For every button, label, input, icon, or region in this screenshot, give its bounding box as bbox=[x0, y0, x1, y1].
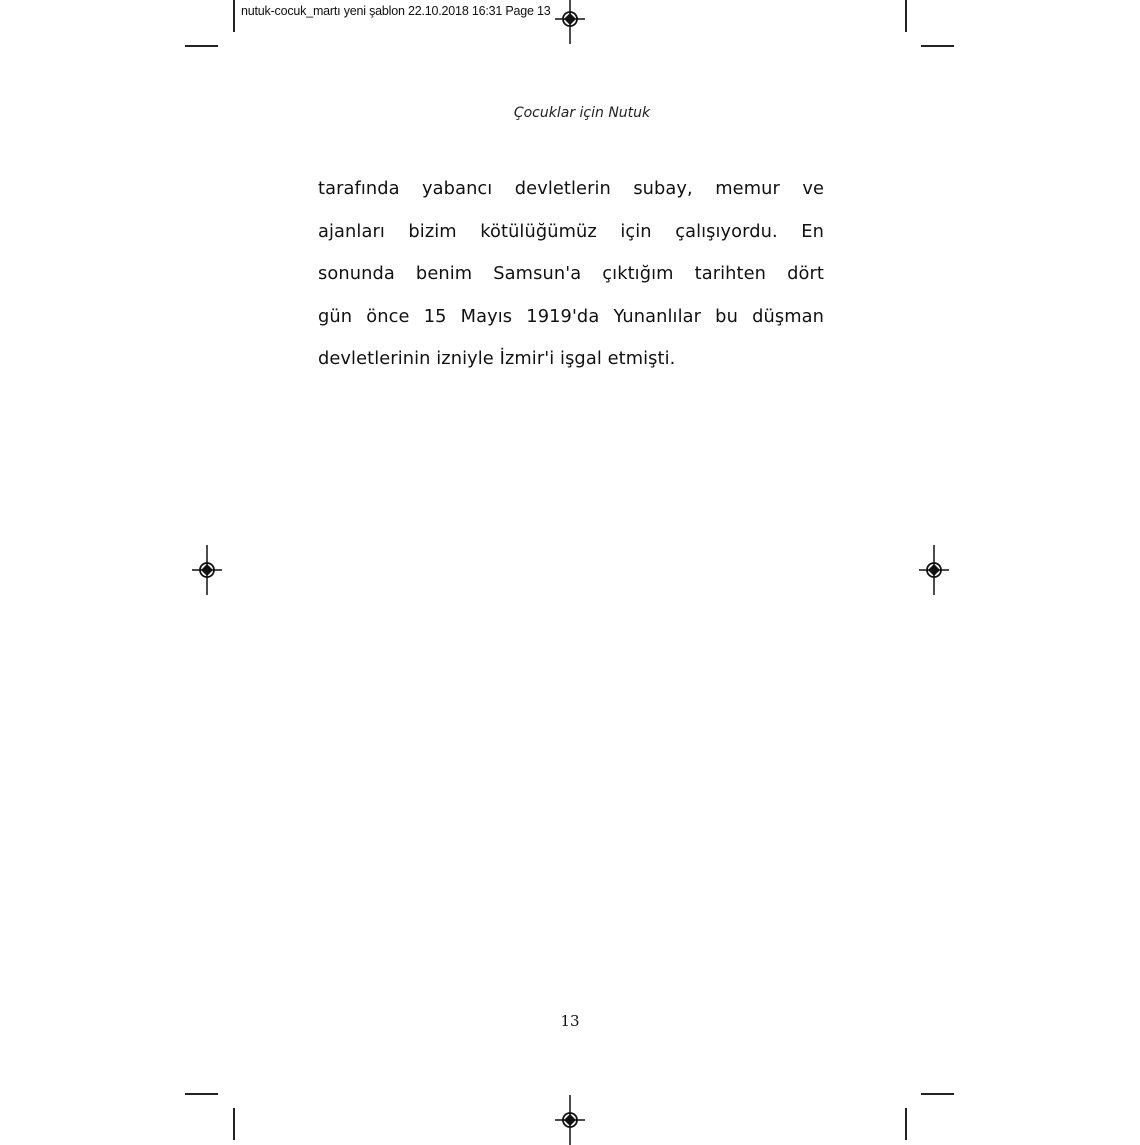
text-line: tarafında yabancı devletlerin subay, memur ve bbox=[318, 178, 824, 199]
text-line: ajanları bizim kötülüğümüz için çalışıyordu. En bbox=[318, 220, 824, 242]
crop-mark-icon bbox=[921, 45, 954, 47]
crop-mark-icon bbox=[921, 1093, 954, 1095]
page-number: 13 bbox=[560, 1012, 580, 1030]
registration-mark-icon bbox=[555, 0, 585, 44]
crop-mark-icon bbox=[905, 1108, 907, 1140]
text-line: devletlerinin izniyle İzmir'i işgal etmişti. bbox=[318, 348, 676, 369]
registration-mark-icon bbox=[919, 545, 949, 595]
running-head-title: Çocuklar için Nutuk bbox=[513, 105, 651, 121]
registration-mark-icon bbox=[555, 1095, 585, 1145]
crop-mark-icon bbox=[185, 1093, 218, 1095]
text-line: gün önce 15 Mayıs 1919'da Yunanlılar bu düşman bbox=[318, 305, 824, 327]
crop-mark-icon bbox=[905, 0, 907, 32]
printer-slug-line: nutuk-cocuk_martı yeni şablon 22.10.2018 16:31 Page 13 bbox=[241, 4, 551, 18]
crop-mark-icon bbox=[233, 0, 235, 32]
text-line: sonunda benim Samsun'a çıktığım tarihten dört bbox=[318, 263, 824, 284]
registration-mark-icon bbox=[192, 545, 222, 595]
running-head bbox=[0, 105, 1140, 121]
crop-mark-icon bbox=[233, 1108, 235, 1140]
crop-mark-icon bbox=[185, 45, 218, 47]
body-paragraph bbox=[318, 168, 824, 381]
